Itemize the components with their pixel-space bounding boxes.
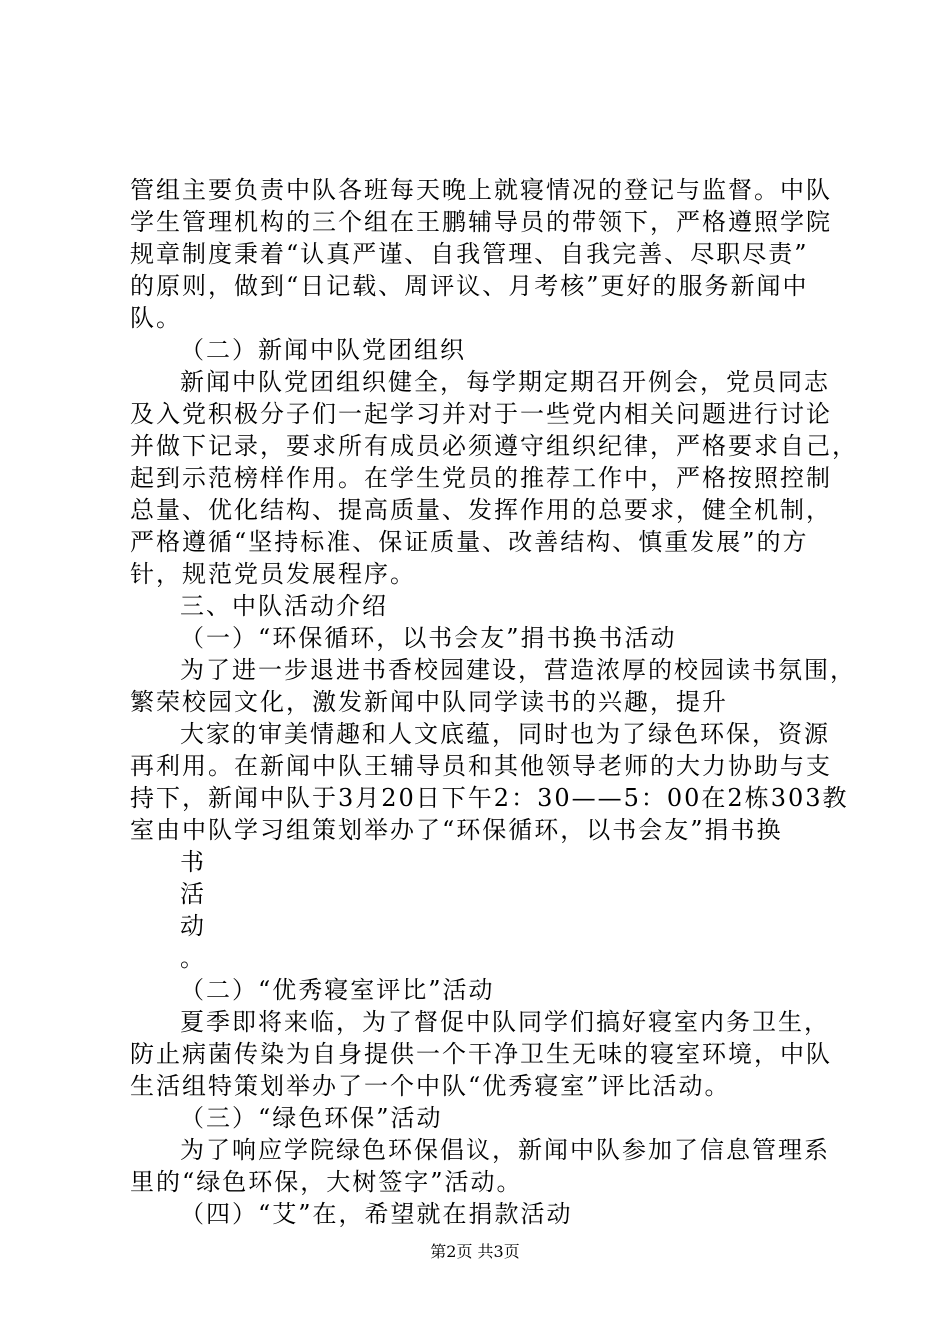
body-line: 为了进一步退进书香校园建设，营造浓厚的校园读书氛围，	[180, 656, 856, 684]
body-line: 持下，新闻中队于3月20日下午2：30——5：00在2栋303教	[130, 784, 849, 812]
body-line: 总量、优化结构、提高质量、发挥作用的总要求，健全机制，	[130, 496, 832, 524]
body-line: 的原则，做到“日记载、周评议、月考核”更好的服务新闻中	[130, 272, 809, 300]
body-line: 。	[180, 944, 206, 972]
section-heading: （三）“绿色环保”活动	[180, 1104, 443, 1132]
body-line: 里的“绿色环保，大树签字”活动。	[130, 1168, 523, 1196]
section-heading: （二）新闻中队党团组织	[180, 336, 466, 364]
body-line: 并做下记录，要求所有成员必须遵守组织纪律，严格要求自己，	[130, 432, 858, 460]
body-line: 规章制度秉着“认真严谨、自我管理、自我完善、尽职尽责”	[130, 240, 809, 268]
body-line: 及入党积极分子们一起学习并对于一些党内相关问题进行讨论	[130, 400, 832, 428]
section-heading: （二）“优秀寝室评比”活动	[180, 976, 495, 1004]
body-line: 大家的审美情趣和人文底蕴，同时也为了绿色环保，资源	[180, 720, 830, 748]
chapter-heading: 三、中队活动介绍	[180, 592, 388, 620]
body-line: 队。	[130, 304, 182, 332]
body-line: 活	[180, 880, 206, 908]
body-line: 严格遵循“坚持标准、保证质量、改善结构、慎重发展”的方	[130, 528, 809, 556]
page-footer: 第2页 共3页	[430, 1242, 520, 1261]
section-heading: （一）“环保循环，以书会友”捐书换书活动	[180, 624, 677, 652]
body-line: 室由中队学习组策划举办了“环保循环，以书会友”捐书换	[130, 816, 783, 844]
body-line: 繁荣校园文化，激发新闻中队同学读书的兴趣，提升	[130, 688, 728, 716]
body-line: 防止病菌传染为自身提供一个干净卫生无味的寝室环境，中队	[130, 1040, 832, 1068]
body-line: 针，规范党员发展程序。	[130, 560, 416, 588]
body-line: 动	[180, 912, 206, 940]
body-line: 为了响应学院绿色环保倡议，新闻中队参加了信息管理系	[180, 1136, 830, 1164]
body-line: 起到示范榜样作用。在学生党员的推荐工作中，严格按照控制	[130, 464, 832, 492]
body-line: 新闻中队党团组织健全，每学期定期召开例会，党员同志	[180, 368, 830, 396]
section-heading: （四）“艾”在，希望就在捐款活动	[180, 1200, 573, 1228]
body-line: 夏季即将来临，为了督促中队同学们搞好寝室内务卫生，	[180, 1008, 830, 1036]
body-line: 管组主要负责中队各班每天晚上就寝情况的登记与监督。中队	[130, 176, 832, 204]
body-line: 生活组特策划举办了一个中队“优秀寝室”评比活动。	[130, 1072, 731, 1100]
body-line: 书	[180, 848, 206, 876]
body-line: 再利用。在新闻中队王辅导员和其他领导老师的大力协助与支	[130, 752, 832, 780]
body-line: 学生管理机构的三个组在王鹏辅导员的带领下，严格遵照学院	[130, 208, 832, 236]
